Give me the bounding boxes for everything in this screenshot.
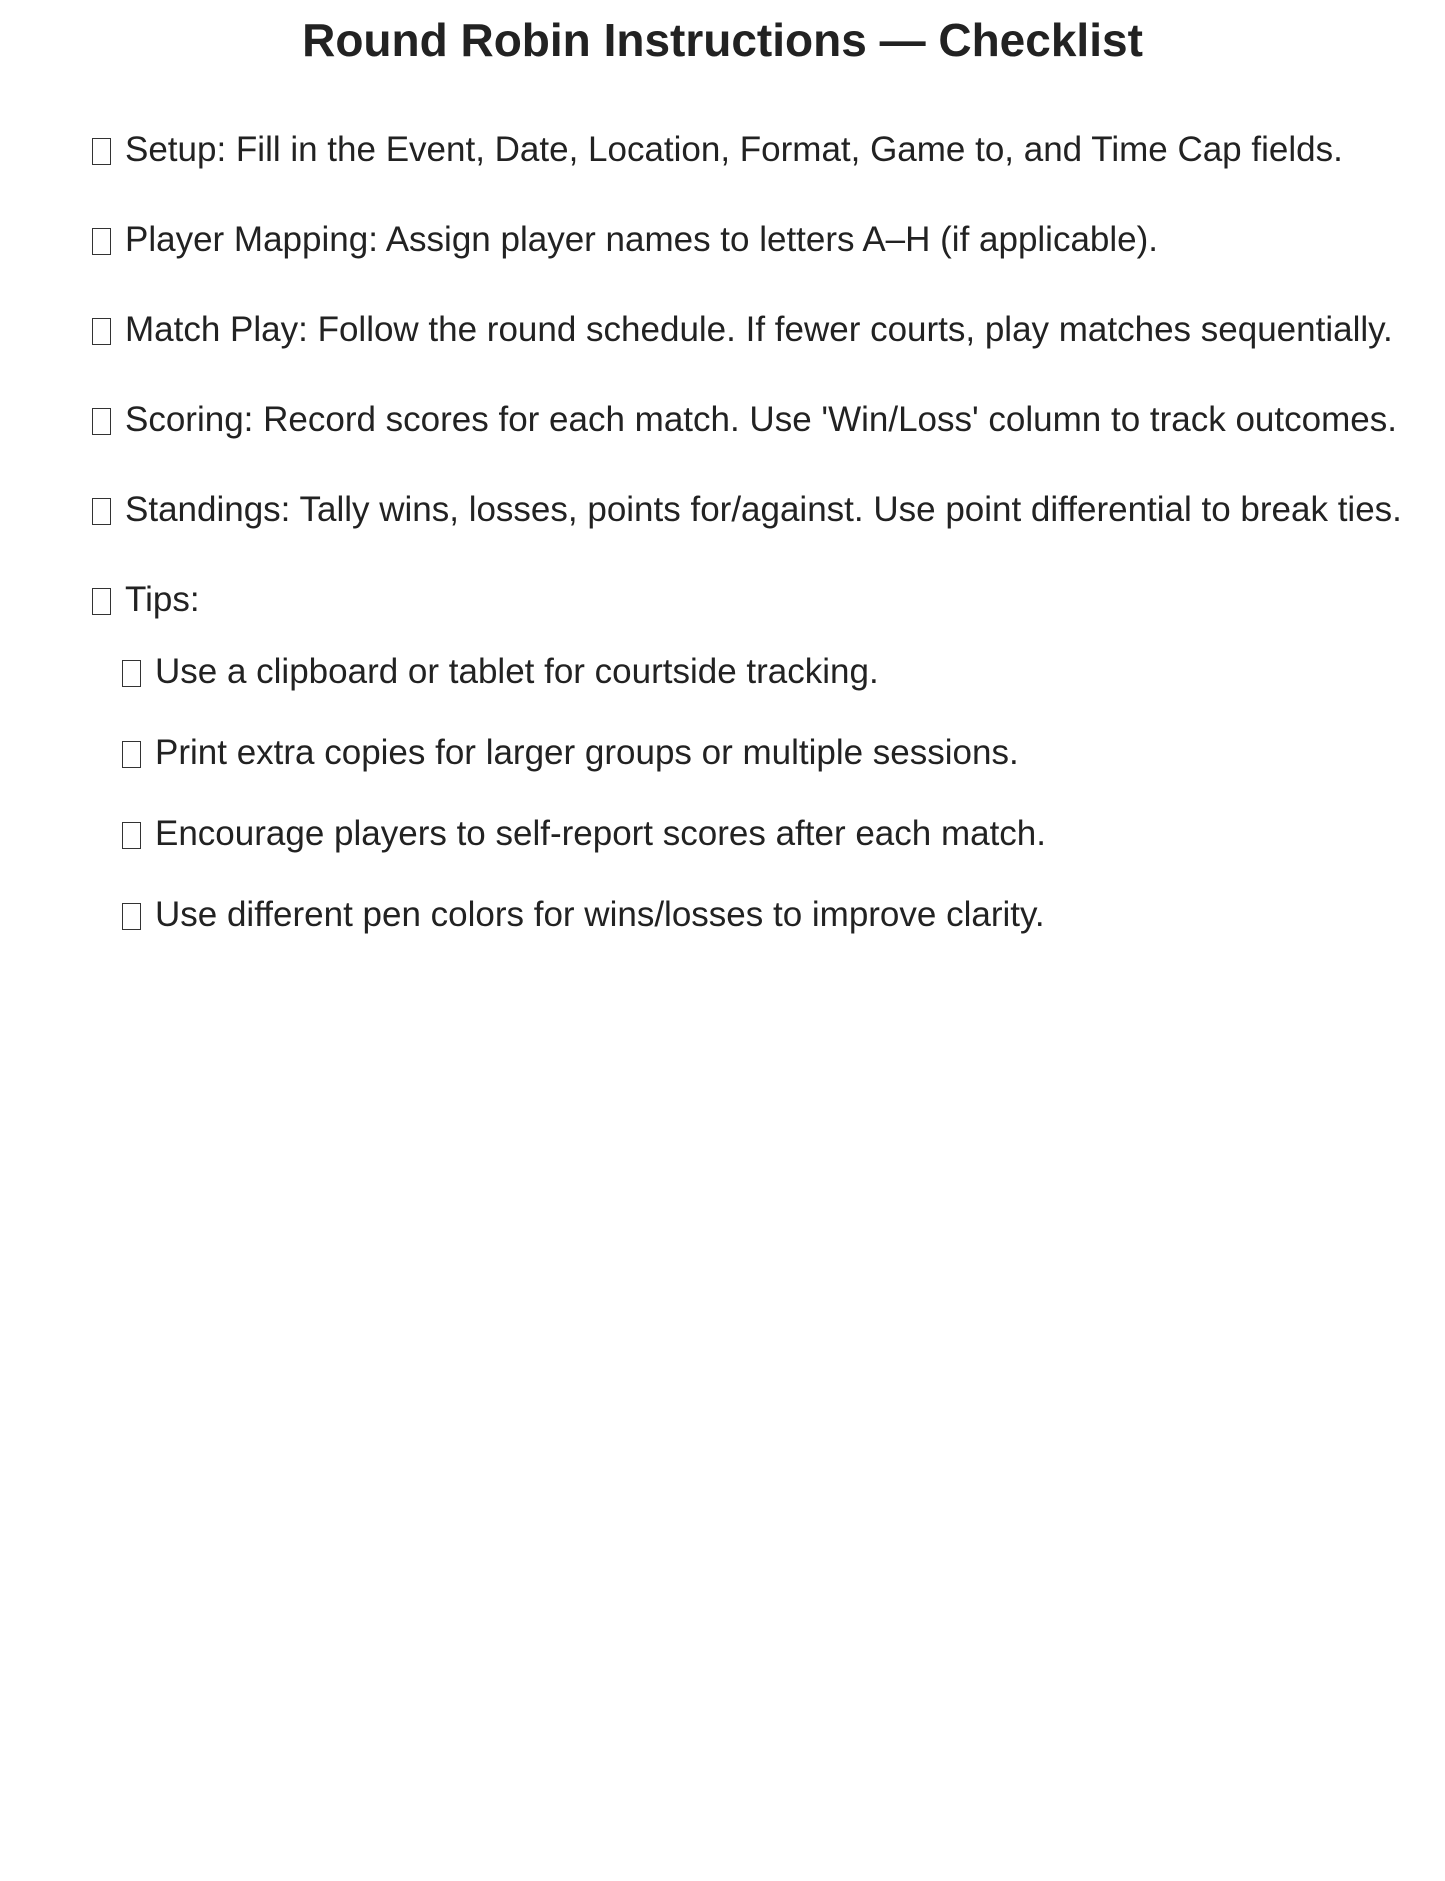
checkbox-icon[interactable] — [92, 138, 111, 165]
checklist-item-player-mapping — [92, 220, 1432, 260]
checklist-item-tips — [92, 580, 1432, 620]
tip-item-text: Use different pen colors for wins/losses to improve clarity. — [155, 895, 1045, 934]
checklist — [92, 130, 1432, 976]
checklist-item-text: Player Mapping: Assign player names to letters A–H (if applicable). — [125, 220, 1159, 259]
checkbox-icon[interactable] — [92, 318, 111, 345]
tip-item-self-report — [122, 814, 1432, 854]
checklist-item-text: Setup: Fill in the Event, Date, Location, Format, Game to, and Time Cap fields. — [125, 130, 1343, 169]
checkbox-icon[interactable] — [122, 660, 141, 687]
checkbox-icon[interactable] — [92, 498, 111, 525]
tip-item-clipboard — [122, 652, 1432, 692]
checkbox-icon[interactable] — [122, 903, 141, 930]
checkbox-icon[interactable] — [122, 741, 141, 768]
checkbox-icon[interactable] — [92, 408, 111, 435]
checkbox-icon[interactable] — [92, 228, 111, 255]
checklist-item-text: Standings: Tally wins, losses, points for/against. Use point differential to break ties. — [125, 490, 1402, 529]
checkbox-icon[interactable] — [92, 588, 111, 615]
checkbox-icon[interactable] — [122, 822, 141, 849]
checklist-item-setup — [92, 130, 1432, 170]
tip-item-text: Print extra copies for larger groups or multiple sessions. — [155, 733, 1019, 772]
checklist-item-text: Scoring: Record scores for each match. Use 'Win/Loss' column to track outcomes. — [125, 400, 1397, 439]
checklist-item-standings — [92, 490, 1432, 530]
checklist-item-text: Tips: — [125, 580, 200, 619]
tips-list — [92, 652, 1432, 935]
checklist-item-text: Match Play: Follow the round schedule. If fewer courts, play matches sequentially. — [125, 310, 1393, 349]
tip-item-text: Encourage players to self-report scores after each match. — [155, 814, 1046, 853]
checklist-item-match-play — [92, 310, 1432, 350]
tip-item-pen-colors — [122, 895, 1432, 935]
tip-item-print-copies — [122, 733, 1432, 773]
checklist-item-scoring — [92, 400, 1432, 440]
tip-item-text: Use a clipboard or tablet for courtside tracking. — [155, 652, 879, 691]
page-title: Round Robin Instructions — Checklist — [302, 14, 1143, 66]
